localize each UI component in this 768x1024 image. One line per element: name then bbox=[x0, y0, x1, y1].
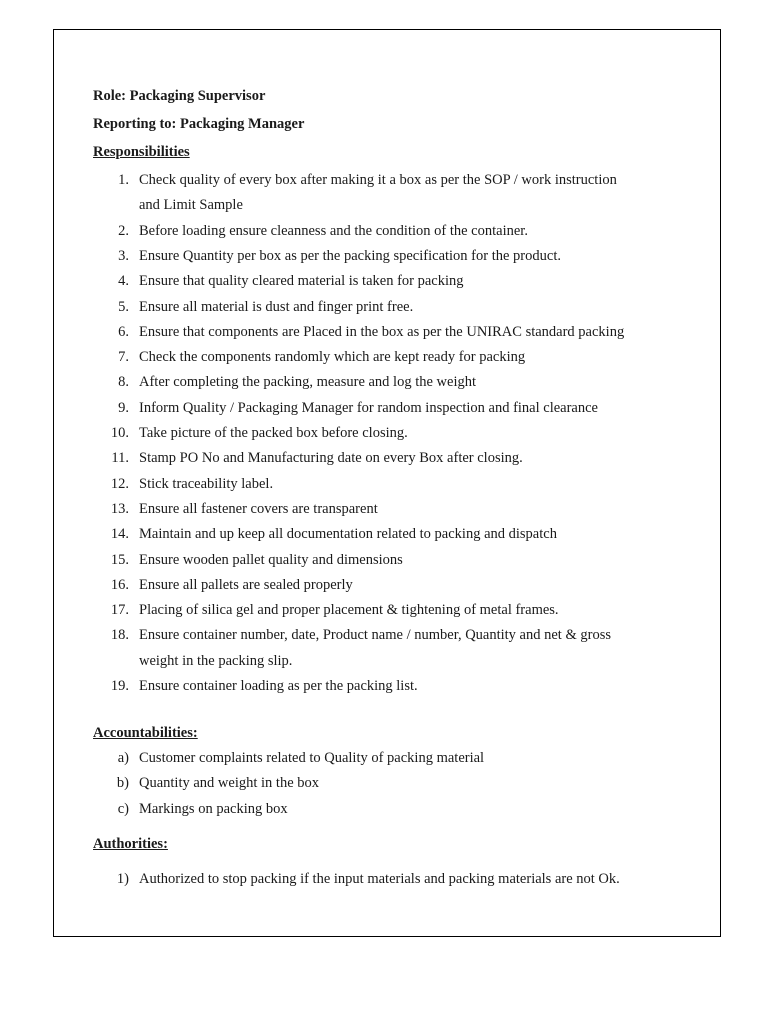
responsibility-text: Before loading ensure cleanness and the condition of the container. bbox=[139, 222, 528, 239]
accountability-text: Quantity and weight in the box bbox=[139, 775, 320, 792]
responsibility-number: 1. bbox=[118, 172, 129, 188]
responsibility-text: Take picture of the packed box before closing. bbox=[139, 425, 408, 441]
responsibility-text: Check the components randomly which are kept ready for packing bbox=[139, 349, 526, 366]
responsibility-number: 7. bbox=[118, 349, 129, 366]
responsibility-number: 3. bbox=[118, 247, 129, 264]
responsibility-number: 9. bbox=[118, 399, 129, 416]
responsibility-number: 12. bbox=[110, 475, 129, 492]
responsibility-number: 19. bbox=[110, 678, 129, 694]
responsibility-number: 18. bbox=[110, 627, 129, 644]
accountability-text: Customer complaints related to Quality of packing material bbox=[139, 750, 485, 766]
authorities-title: Authorities: bbox=[93, 836, 168, 852]
responsibility-number: 8. bbox=[118, 374, 129, 391]
responsibility-number: 10. bbox=[110, 425, 129, 441]
responsibility-number: 17. bbox=[110, 602, 129, 619]
responsibility-text: Ensure wooden pallet quality and dimensions bbox=[139, 551, 403, 568]
responsibility-text: Ensure all material is dust and finger print free. bbox=[139, 298, 414, 315]
accountabilities-title: Accountabilities: bbox=[93, 725, 198, 741]
responsibility-text: Inform Quality / Packaging Manager for random inspection and final clearance bbox=[139, 399, 598, 416]
responsibility-text: After completing the packing, measure and log the weight bbox=[139, 374, 477, 391]
responsibility-text: Check quality of every box after making it a box as per the SOP / work instruction bbox=[139, 172, 617, 188]
responsibility-text: Placing of silica gel and proper placement & tightening of metal frames. bbox=[139, 602, 559, 619]
role-heading: Role: Packaging Supervisor bbox=[93, 88, 266, 104]
responsibility-number: 4. bbox=[118, 273, 129, 290]
responsibility-number: 14. bbox=[110, 526, 129, 543]
responsibility-text: Ensure container number, date, Product name / number, Quantity and net & gross bbox=[139, 627, 611, 644]
responsibility-text: Stick traceability label. bbox=[139, 475, 274, 492]
responsibility-text: Ensure that components are Placed in the box as per the UNIRAC standard packing bbox=[139, 323, 625, 340]
responsibility-text: weight in the packing slip. bbox=[139, 652, 293, 669]
responsibility-text: Ensure all pallets are sealed properly bbox=[139, 576, 353, 593]
reporting-heading: Reporting to: Packaging Manager bbox=[93, 116, 305, 132]
responsibility-text: Ensure container loading as per the packing list. bbox=[139, 678, 418, 694]
authority-marker: 1) bbox=[116, 871, 129, 887]
accountability-marker: b) bbox=[116, 775, 129, 792]
accountability-text: Markings on packing box bbox=[139, 800, 288, 817]
authority-text: Authorized to stop packing if the input materials and packing materials are not Ok. bbox=[139, 871, 620, 887]
accountability-marker: c) bbox=[117, 800, 129, 817]
responsibility-number: 13. bbox=[110, 500, 129, 517]
responsibility-number: 5. bbox=[118, 298, 129, 315]
responsibility-number: 6. bbox=[118, 323, 129, 340]
responsibility-text: Ensure all fastener covers are transparent bbox=[139, 500, 378, 517]
responsibility-text: Maintain and up keep all documentation related to packing and dispatch bbox=[139, 526, 557, 543]
responsibility-text: Ensure that quality cleared material is taken for packing bbox=[139, 273, 464, 290]
accountability-marker: a) bbox=[117, 750, 129, 766]
responsibility-text: Stamp PO No and Manufacturing date on every Box after closing. bbox=[139, 450, 523, 467]
responsibility-text: Ensure Quantity per box as per the packing specification for the product. bbox=[139, 247, 561, 264]
responsibility-number: 2. bbox=[118, 222, 129, 239]
responsibility-number: 15. bbox=[110, 551, 129, 568]
responsibility-number: 11. bbox=[111, 450, 129, 467]
responsibility-number: 16. bbox=[110, 576, 129, 593]
responsibility-text: and Limit Sample bbox=[139, 197, 243, 214]
responsibilities-title: Responsibilities bbox=[93, 144, 190, 160]
